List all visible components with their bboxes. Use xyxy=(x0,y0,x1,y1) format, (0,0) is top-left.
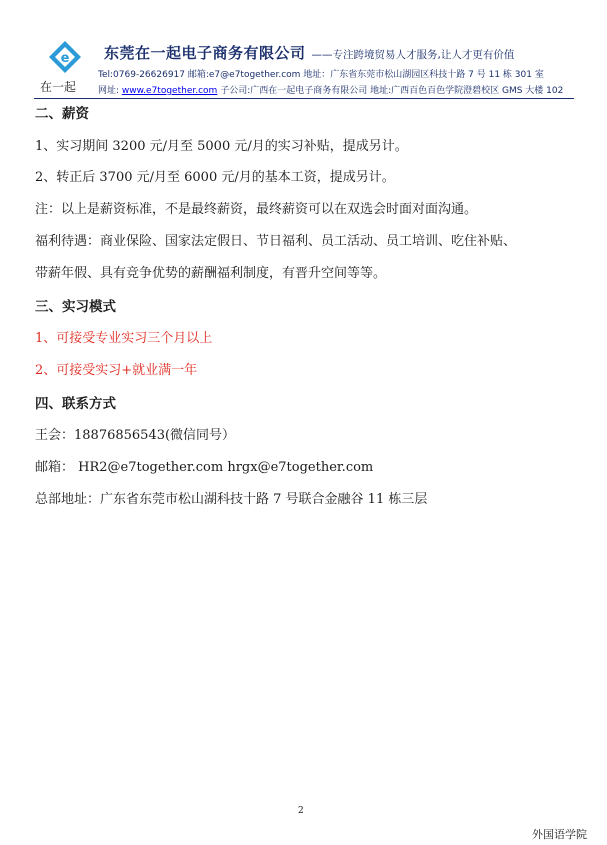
contact-email: 邮箱： HR2@e7together.com hrgx@e7together.com xyxy=(35,460,374,475)
contact-heading: 四、联系方式 xyxy=(35,396,116,412)
e7-logo-icon xyxy=(48,40,82,74)
footer-note: 外国语学院 xyxy=(532,828,587,841)
website-line xyxy=(98,83,563,96)
benefits-line-1: 福利待遇：商业保险、国家法定假日、节日福利、员工活动、员工培训、吃住补贴、 xyxy=(35,234,517,249)
header-divider xyxy=(34,98,574,99)
internship-mode-heading: 三、实习模式 xyxy=(35,299,116,315)
salary-note: 注：以上是薪资标准，不是最终薪资，最终薪资可以在双选会时面对面沟通。 xyxy=(35,202,478,217)
svg-text:e: e xyxy=(60,51,70,66)
company-name: 东莞在一起电子商务有限公司 xyxy=(104,44,306,62)
company-logo xyxy=(36,40,94,96)
salary-item-1: 1、实习期间 3200 元/月至 5000 元/月的实习补贴，提成另计。 xyxy=(35,139,408,154)
internship-mode-2: 2、可接受实习+就业满一年 xyxy=(35,363,198,378)
contact-person: 王会：18876856543(微信同号） xyxy=(35,428,236,443)
headquarters-address: 总部地址：广东省东莞市松山湖科技十路 7 号联合金融谷 11 栋三层 xyxy=(35,492,428,507)
website-label: 网址: xyxy=(98,86,120,96)
salary-heading: 二、薪资 xyxy=(35,106,89,122)
internship-mode-1: 1、可接受专业实习三个月以上 xyxy=(35,331,213,346)
company-slogan: ——专注跨境贸易人才服务,让人才更有价值 xyxy=(311,49,515,61)
website-link[interactable]: www.e7together.com xyxy=(121,86,218,96)
letterhead xyxy=(36,38,576,100)
benefits-line-2: 带薪年假、具有竞争优势的薪酬福利制度，有晋升空间等等。 xyxy=(35,266,387,281)
logo-text: 在一起 xyxy=(40,80,77,94)
company-title-line xyxy=(104,42,514,63)
contact-info: Tel:0769-26626917 邮箱:e7@e7together.com 地址：广东省东莞市松山湖园区科技十路 7 号 11 栋 301 室 xyxy=(98,70,544,80)
salary-item-2: 2、转正后 3700 元/月至 6000 元/月的基本工资，提成另计。 xyxy=(35,170,395,185)
page-number: 2 xyxy=(298,806,304,816)
subsidiary-info: 子公司:广西在一起电子商务有限公司 地址:广西百色百色学院澄碧校区 GMS 大楼 102 xyxy=(220,86,564,96)
